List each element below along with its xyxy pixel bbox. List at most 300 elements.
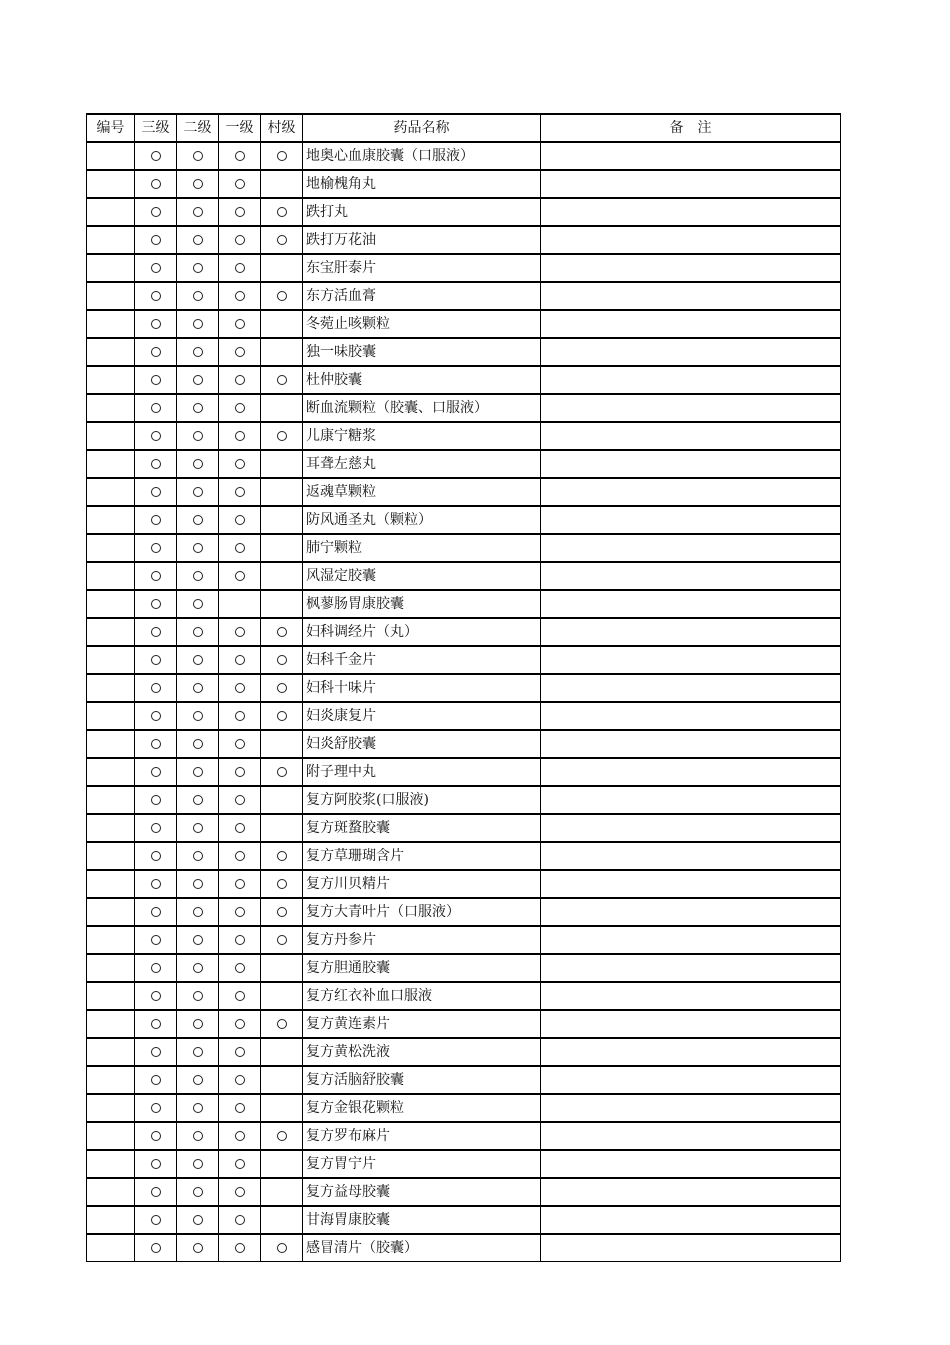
note-cell: [541, 926, 841, 954]
row-number-cell: [87, 534, 135, 562]
village-cell: [261, 562, 303, 590]
level2-cell: [177, 534, 219, 562]
circle-mark-icon: [193, 179, 203, 189]
row-number-cell: [87, 366, 135, 394]
drug-name-cell: 复方黄松洗液: [303, 1038, 541, 1066]
circle-mark-icon: [235, 487, 245, 497]
level1-cell: [219, 982, 261, 1010]
drug-name-cell: 风湿定胶囊: [303, 562, 541, 590]
note-cell: [541, 870, 841, 898]
note-cell: [541, 562, 841, 590]
level3-cell: [135, 618, 177, 646]
circle-mark-icon: [277, 935, 287, 945]
level1-cell: [219, 590, 261, 618]
circle-mark-icon: [277, 1243, 287, 1253]
drug-name-cell: 复方川贝精片: [303, 870, 541, 898]
circle-mark-icon: [235, 1131, 245, 1141]
note-cell: [541, 702, 841, 730]
drug-name-cell: 复方罗布麻片: [303, 1122, 541, 1150]
level2-cell: [177, 618, 219, 646]
table-row: [87, 338, 841, 366]
table-row: [87, 590, 841, 618]
circle-mark-icon: [151, 235, 161, 245]
level3-cell: [135, 198, 177, 226]
table-row: [87, 954, 841, 982]
level2-cell: [177, 674, 219, 702]
row-number-cell: [87, 786, 135, 814]
circle-mark-icon: [151, 683, 161, 693]
level3-cell: [135, 702, 177, 730]
circle-mark-icon: [151, 963, 161, 973]
village-cell: [261, 1038, 303, 1066]
row-number-cell: [87, 618, 135, 646]
circle-mark-icon: [235, 991, 245, 1001]
level2-cell: [177, 1094, 219, 1122]
level3-cell: [135, 758, 177, 786]
table-row: [87, 758, 841, 786]
circle-mark-icon: [151, 711, 161, 721]
circle-mark-icon: [235, 823, 245, 833]
note-cell: [541, 506, 841, 534]
level1-cell: [219, 1010, 261, 1038]
village-cell: [261, 506, 303, 534]
level3-cell: [135, 170, 177, 198]
drug-name-cell: 复方黄连素片: [303, 1010, 541, 1038]
level1-cell: [219, 702, 261, 730]
level1-cell: [219, 142, 261, 170]
village-cell: [261, 1178, 303, 1206]
level2-cell: [177, 478, 219, 506]
level2-cell: [177, 590, 219, 618]
drug-name-cell: 复方胃宁片: [303, 1150, 541, 1178]
circle-mark-icon: [193, 459, 203, 469]
drug-name-cell: 妇炎舒胶囊: [303, 730, 541, 758]
row-number-cell: [87, 898, 135, 926]
level2-cell: [177, 1234, 219, 1262]
circle-mark-icon: [151, 1159, 161, 1169]
table-row: [87, 842, 841, 870]
circle-mark-icon: [151, 571, 161, 581]
circle-mark-icon: [151, 1019, 161, 1029]
circle-mark-icon: [151, 375, 161, 385]
circle-mark-icon: [277, 235, 287, 245]
level3-cell: [135, 310, 177, 338]
level3-cell: [135, 1010, 177, 1038]
circle-mark-icon: [235, 263, 245, 273]
level2-cell: [177, 142, 219, 170]
table-row: [87, 254, 841, 282]
level2-cell: [177, 254, 219, 282]
circle-mark-icon: [235, 179, 245, 189]
note-cell: [541, 1122, 841, 1150]
level1-cell: [219, 1094, 261, 1122]
circle-mark-icon: [235, 711, 245, 721]
circle-mark-icon: [193, 795, 203, 805]
circle-mark-icon: [235, 627, 245, 637]
table-row: [87, 142, 841, 170]
table-row: [87, 506, 841, 534]
village-cell: [261, 646, 303, 674]
circle-mark-icon: [235, 403, 245, 413]
drug-name-cell: 感冒清片（胶囊）: [303, 1234, 541, 1262]
drug-name-cell: 妇科调经片（丸）: [303, 618, 541, 646]
level3-cell: [135, 870, 177, 898]
level3-cell: [135, 450, 177, 478]
level3-cell: [135, 366, 177, 394]
row-number-cell: [87, 338, 135, 366]
circle-mark-icon: [193, 543, 203, 553]
circle-mark-icon: [151, 935, 161, 945]
circle-mark-icon: [151, 795, 161, 805]
drug-name-cell: 妇炎康复片: [303, 702, 541, 730]
circle-mark-icon: [193, 627, 203, 637]
note-cell: [541, 1038, 841, 1066]
drug-name-cell: 返魂草颗粒: [303, 478, 541, 506]
village-cell: [261, 394, 303, 422]
note-cell: [541, 254, 841, 282]
table-row: [87, 1150, 841, 1178]
level2-cell: [177, 450, 219, 478]
level3-cell: [135, 926, 177, 954]
drug-list-table: [86, 113, 841, 1262]
table-row: [87, 1178, 841, 1206]
note-cell: [541, 282, 841, 310]
row-number-cell: [87, 198, 135, 226]
circle-mark-icon: [235, 907, 245, 917]
circle-mark-icon: [277, 711, 287, 721]
table-row: [87, 618, 841, 646]
level1-cell: [219, 562, 261, 590]
circle-mark-icon: [193, 879, 203, 889]
table-row: [87, 730, 841, 758]
circle-mark-icon: [151, 1075, 161, 1085]
table-row: [87, 394, 841, 422]
header-row: [87, 114, 841, 142]
table-row: [87, 562, 841, 590]
village-cell: [261, 758, 303, 786]
level3-cell: [135, 562, 177, 590]
level3-cell: [135, 422, 177, 450]
row-number-cell: [87, 506, 135, 534]
level2-cell: [177, 1038, 219, 1066]
level3-cell: [135, 674, 177, 702]
table-row: [87, 1122, 841, 1150]
drug-name-cell: 复方活脑舒胶囊: [303, 1066, 541, 1094]
circle-mark-icon: [151, 403, 161, 413]
circle-mark-icon: [235, 459, 245, 469]
table-row: [87, 534, 841, 562]
circle-mark-icon: [277, 851, 287, 861]
level1-cell: [219, 954, 261, 982]
circle-mark-icon: [235, 431, 245, 441]
level3-cell: [135, 814, 177, 842]
row-number-cell: [87, 478, 135, 506]
circle-mark-icon: [151, 991, 161, 1001]
level2-cell: [177, 1122, 219, 1150]
table-body: [87, 142, 841, 1262]
level2-cell: [177, 814, 219, 842]
level1-cell: [219, 646, 261, 674]
circle-mark-icon: [151, 543, 161, 553]
row-number-cell: [87, 1038, 135, 1066]
drug-name-cell: 冬菀止咳颗粒: [303, 310, 541, 338]
level1-cell: [219, 478, 261, 506]
circle-mark-icon: [235, 1047, 245, 1057]
village-cell: [261, 1150, 303, 1178]
row-number-cell: [87, 590, 135, 618]
circle-mark-icon: [235, 571, 245, 581]
row-number-cell: [87, 758, 135, 786]
header-village: 村级: [261, 114, 303, 142]
circle-mark-icon: [193, 1159, 203, 1169]
level3-cell: [135, 898, 177, 926]
level1-cell: [219, 1178, 261, 1206]
village-cell: [261, 478, 303, 506]
level3-cell: [135, 730, 177, 758]
drug-name-cell: 复方草珊瑚含片: [303, 842, 541, 870]
level1-cell: [219, 506, 261, 534]
level1-cell: [219, 674, 261, 702]
row-number-cell: [87, 422, 135, 450]
circle-mark-icon: [235, 291, 245, 301]
level2-cell: [177, 310, 219, 338]
drug-name-cell: 独一味胶囊: [303, 338, 541, 366]
drug-name-cell: 断血流颗粒（胶囊、口服液）: [303, 394, 541, 422]
circle-mark-icon: [151, 179, 161, 189]
circle-mark-icon: [193, 655, 203, 665]
circle-mark-icon: [151, 1047, 161, 1057]
circle-mark-icon: [151, 739, 161, 749]
circle-mark-icon: [235, 543, 245, 553]
drug-name-cell: 复方胆通胶囊: [303, 954, 541, 982]
circle-mark-icon: [277, 291, 287, 301]
level2-cell: [177, 1206, 219, 1234]
circle-mark-icon: [151, 151, 161, 161]
table-row: [87, 1094, 841, 1122]
circle-mark-icon: [151, 907, 161, 917]
table-row: [87, 226, 841, 254]
circle-mark-icon: [151, 207, 161, 217]
drug-name-cell: 杜仲胶囊: [303, 366, 541, 394]
note-cell: [541, 394, 841, 422]
header-level3: 三级: [135, 114, 177, 142]
level1-cell: [219, 1038, 261, 1066]
table-row: [87, 478, 841, 506]
drug-name-cell: 东方活血膏: [303, 282, 541, 310]
note-cell: [541, 478, 841, 506]
level1-cell: [219, 814, 261, 842]
row-number-cell: [87, 1066, 135, 1094]
row-number-cell: [87, 226, 135, 254]
circle-mark-icon: [151, 1215, 161, 1225]
level2-cell: [177, 730, 219, 758]
circle-mark-icon: [193, 1243, 203, 1253]
circle-mark-icon: [235, 851, 245, 861]
level3-cell: [135, 982, 177, 1010]
drug-name-cell: 跌打万花油: [303, 226, 541, 254]
drug-name-cell: 儿康宁糖浆: [303, 422, 541, 450]
village-cell: [261, 366, 303, 394]
village-cell: [261, 226, 303, 254]
circle-mark-icon: [193, 1215, 203, 1225]
table-row: [87, 1038, 841, 1066]
level2-cell: [177, 954, 219, 982]
circle-mark-icon: [277, 907, 287, 917]
level2-cell: [177, 898, 219, 926]
note-cell: [541, 1206, 841, 1234]
row-number-cell: [87, 1206, 135, 1234]
level2-cell: [177, 366, 219, 394]
row-number-cell: [87, 282, 135, 310]
circle-mark-icon: [235, 1159, 245, 1169]
circle-mark-icon: [235, 739, 245, 749]
circle-mark-icon: [193, 1075, 203, 1085]
row-number-cell: [87, 170, 135, 198]
circle-mark-icon: [277, 1131, 287, 1141]
circle-mark-icon: [235, 1075, 245, 1085]
circle-mark-icon: [235, 1243, 245, 1253]
circle-mark-icon: [277, 655, 287, 665]
level1-cell: [219, 618, 261, 646]
circle-mark-icon: [277, 1019, 287, 1029]
village-cell: [261, 198, 303, 226]
circle-mark-icon: [277, 627, 287, 637]
table-row: [87, 198, 841, 226]
village-cell: [261, 618, 303, 646]
village-cell: [261, 1010, 303, 1038]
level3-cell: [135, 1094, 177, 1122]
level1-cell: [219, 170, 261, 198]
village-cell: [261, 422, 303, 450]
level1-cell: [219, 1150, 261, 1178]
circle-mark-icon: [235, 515, 245, 525]
circle-mark-icon: [151, 1187, 161, 1197]
level1-cell: [219, 1234, 261, 1262]
circle-mark-icon: [193, 991, 203, 1001]
village-cell: [261, 1234, 303, 1262]
note-cell: [541, 814, 841, 842]
drug-name-cell: 甘海胃康胶囊: [303, 1206, 541, 1234]
drug-name-cell: 复方红衣补血口服液: [303, 982, 541, 1010]
note-cell: [541, 534, 841, 562]
circle-mark-icon: [235, 319, 245, 329]
village-cell: [261, 982, 303, 1010]
level1-cell: [219, 366, 261, 394]
circle-mark-icon: [193, 263, 203, 273]
circle-mark-icon: [151, 1103, 161, 1113]
drug-name-cell: 跌打丸: [303, 198, 541, 226]
row-number-cell: [87, 394, 135, 422]
table-row: [87, 310, 841, 338]
header-drug-name: 药品名称: [303, 114, 541, 142]
level3-cell: [135, 394, 177, 422]
level2-cell: [177, 786, 219, 814]
drug-name-cell: 枫蓼肠胃康胶囊: [303, 590, 541, 618]
circle-mark-icon: [235, 1215, 245, 1225]
level2-cell: [177, 422, 219, 450]
note-cell: [541, 198, 841, 226]
village-cell: [261, 842, 303, 870]
header-note: 备 注: [541, 114, 841, 142]
level2-cell: [177, 1010, 219, 1038]
row-number-cell: [87, 1094, 135, 1122]
header-level1: 一级: [219, 114, 261, 142]
table-row: [87, 702, 841, 730]
header-level2: 二级: [177, 114, 219, 142]
row-number-cell: [87, 1234, 135, 1262]
level1-cell: [219, 310, 261, 338]
table-row: [87, 1010, 841, 1038]
row-number-cell: [87, 982, 135, 1010]
row-number-cell: [87, 646, 135, 674]
drug-name-cell: 复方丹参片: [303, 926, 541, 954]
circle-mark-icon: [193, 1131, 203, 1141]
level3-cell: [135, 1178, 177, 1206]
table-row: [87, 926, 841, 954]
drug-name-cell: 肺宁颗粒: [303, 534, 541, 562]
level3-cell: [135, 646, 177, 674]
circle-mark-icon: [235, 347, 245, 357]
circle-mark-icon: [193, 1019, 203, 1029]
row-number-cell: [87, 954, 135, 982]
note-cell: [541, 758, 841, 786]
circle-mark-icon: [277, 151, 287, 161]
circle-mark-icon: [151, 319, 161, 329]
village-cell: [261, 282, 303, 310]
level2-cell: [177, 338, 219, 366]
drug-name-cell: 耳聋左慈丸: [303, 450, 541, 478]
village-cell: [261, 702, 303, 730]
circle-mark-icon: [193, 683, 203, 693]
note-cell: [541, 786, 841, 814]
level1-cell: [219, 786, 261, 814]
circle-mark-icon: [151, 291, 161, 301]
level2-cell: [177, 394, 219, 422]
village-cell: [261, 254, 303, 282]
drug-name-cell: 妇科千金片: [303, 646, 541, 674]
circle-mark-icon: [277, 431, 287, 441]
circle-mark-icon: [151, 851, 161, 861]
level1-cell: [219, 842, 261, 870]
row-number-cell: [87, 1178, 135, 1206]
level2-cell: [177, 1066, 219, 1094]
circle-mark-icon: [193, 711, 203, 721]
level2-cell: [177, 702, 219, 730]
circle-mark-icon: [151, 1131, 161, 1141]
village-cell: [261, 926, 303, 954]
circle-mark-icon: [151, 599, 161, 609]
circle-mark-icon: [151, 347, 161, 357]
circle-mark-icon: [193, 1103, 203, 1113]
row-number-cell: [87, 702, 135, 730]
level2-cell: [177, 926, 219, 954]
circle-mark-icon: [193, 1187, 203, 1197]
circle-mark-icon: [193, 431, 203, 441]
circle-mark-icon: [193, 963, 203, 973]
level1-cell: [219, 422, 261, 450]
village-cell: [261, 338, 303, 366]
circle-mark-icon: [193, 375, 203, 385]
village-cell: [261, 142, 303, 170]
circle-mark-icon: [193, 319, 203, 329]
circle-mark-icon: [151, 655, 161, 665]
drug-name-cell: 复方阿胶浆(口服液): [303, 786, 541, 814]
circle-mark-icon: [151, 627, 161, 637]
level1-cell: [219, 758, 261, 786]
circle-mark-icon: [193, 907, 203, 917]
village-cell: [261, 1122, 303, 1150]
note-cell: [541, 618, 841, 646]
